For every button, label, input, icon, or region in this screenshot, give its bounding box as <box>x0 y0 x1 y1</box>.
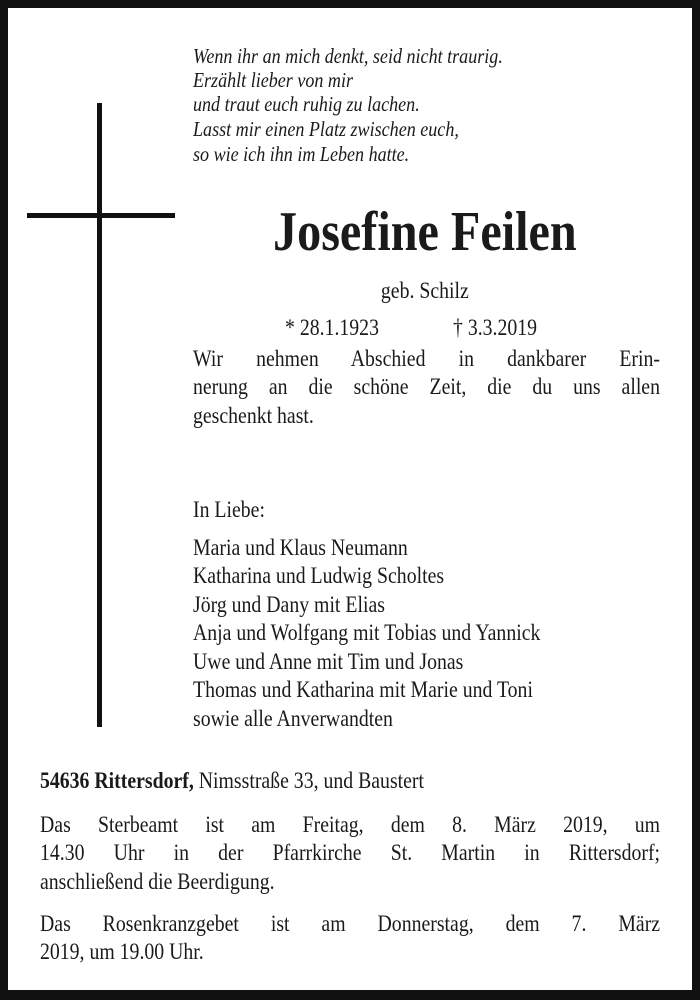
in-love-label: In Liebe: <box>193 497 265 522</box>
maiden-name: geb. Schilz <box>380 278 469 303</box>
mourner: Anja und Wolfgang mit Tobias und Yannick <box>193 620 541 645</box>
poem-line: Lasst mir einen Platz zwischen euch, <box>193 117 459 141</box>
cross-icon-bar <box>27 213 175 218</box>
address-town: 54636 Rittersdorf, <box>40 768 194 793</box>
mourner: sowie alle Anverwandten <box>193 706 393 731</box>
farewell-line: Wir nehmen Abschied in dankbarer Erin- <box>193 346 660 371</box>
birth-date: * 28.1.1923 <box>285 315 379 340</box>
address-street: Nimsstraße 33, und Baustert <box>193 768 425 793</box>
poem-line: Wenn ihr an mich denkt, seid nicht traurig. <box>193 44 503 68</box>
rosary-line: 2019, um 19.00 Uhr. <box>40 939 204 964</box>
farewell-line: geschenkt hast. <box>193 403 314 428</box>
poem-line: und traut euch ruhig zu lachen. <box>193 92 420 116</box>
funeral-line: 14.30 Uhr in der Pfarrkirche St. Martin in Rittersdorf; <box>40 840 661 865</box>
funeral-line: anschließend die Beerdigung. <box>40 869 275 894</box>
poem-line: Erzählt lieber von mir <box>193 68 354 92</box>
death-date: † 3.3.2019 <box>453 315 538 340</box>
deceased-name: Josefine Feilen <box>273 201 577 263</box>
mourner: Maria und Klaus Neumann <box>193 535 408 560</box>
mourner: Jörg und Dany mit Elias <box>193 592 385 617</box>
funeral-line: Das Sterbeamt ist am Freitag, dem 8. März 2019, um <box>40 812 661 837</box>
mourner: Uwe und Anne mit Tim und Jonas <box>193 649 464 674</box>
mourner: Thomas und Katharina mit Marie und Toni <box>193 677 533 702</box>
mourner: Katharina und Ludwig Scholtes <box>193 563 445 588</box>
farewell-line: nerung an die schöne Zeit, die du uns allen <box>193 374 660 399</box>
address <box>40 767 424 796</box>
rosary-line: Das Rosenkranzgebet ist am Donnerstag, dem 7. März <box>40 911 661 936</box>
poem-line: so wie ich ihn im Leben hatte. <box>193 142 410 166</box>
cross-icon <box>97 103 102 727</box>
